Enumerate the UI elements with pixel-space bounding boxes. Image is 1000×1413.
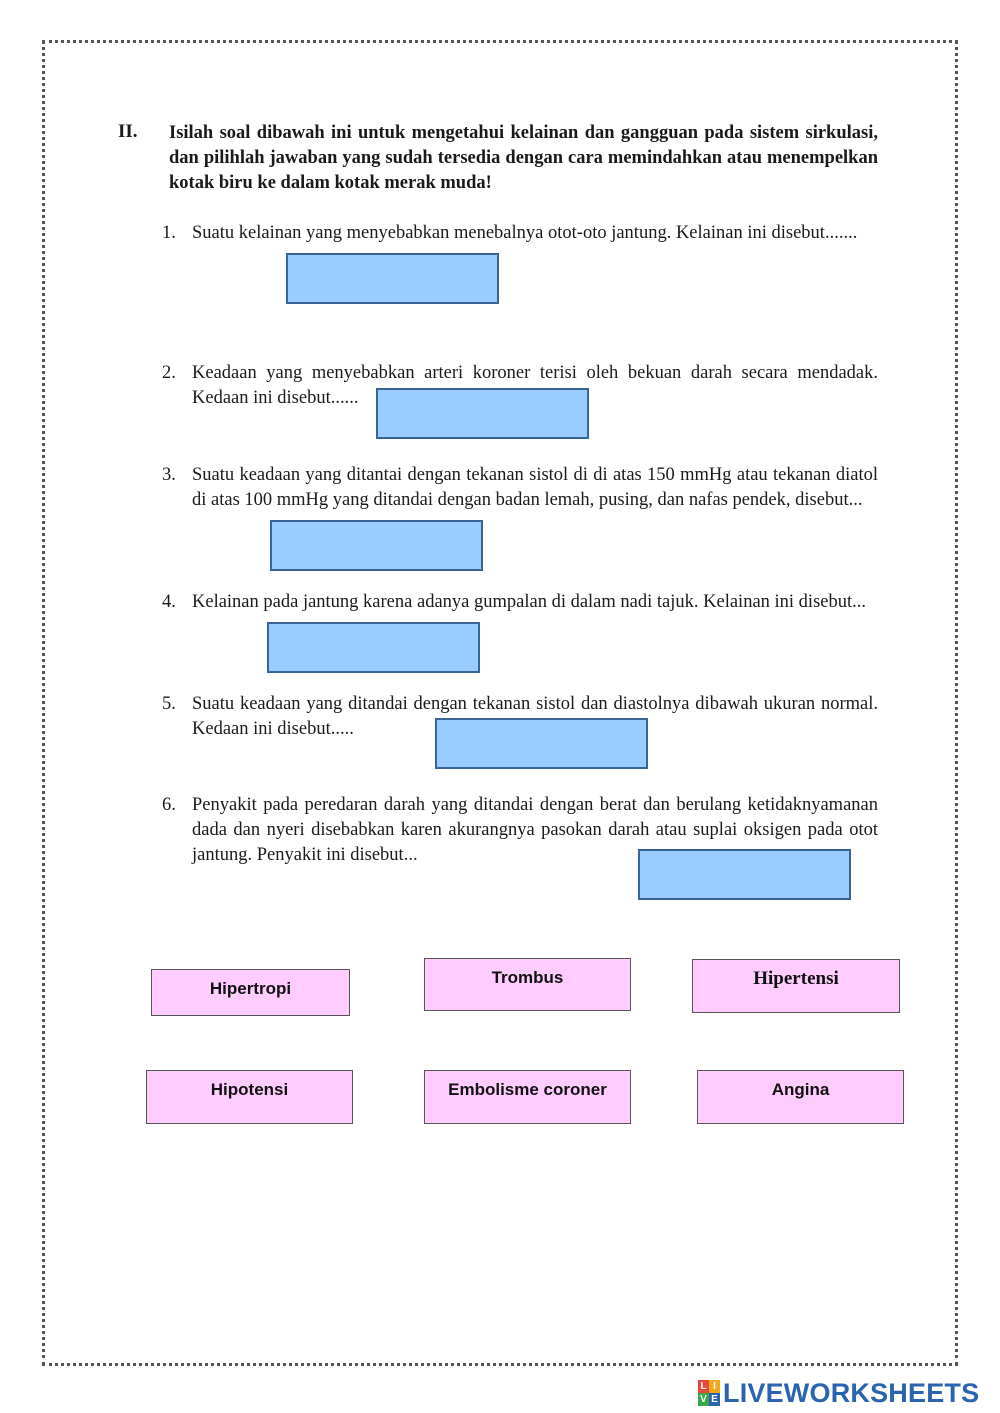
option-hipotensi[interactable]: Hipotensi bbox=[146, 1070, 353, 1124]
question-text: Suatu keadaan yang ditandai dengan tekanan sistol dan diastolnya dibawah ukuran normal. Kedaan ini disebut..... bbox=[192, 694, 878, 739]
brand-text: LIVEWORKSHEETS bbox=[723, 1377, 980, 1408]
option-embolisme-coroner[interactable]: Embolisme coroner bbox=[424, 1070, 631, 1124]
option-angina[interactable]: Angina bbox=[697, 1070, 904, 1124]
option-trombus[interactable]: Trombus bbox=[424, 958, 631, 1011]
question-number: 6. bbox=[162, 795, 176, 815]
question-text: Suatu kelainan yang menyebabkan menebalnya otot-oto jantung. Kelainan ini disebut....... bbox=[192, 223, 858, 243]
question-text: Kelainan pada jantung karena adanya gumpalan di dalam nadi tajuk. Kelainan ini disebut... bbox=[192, 592, 866, 612]
logo-mark-icon: L I V E bbox=[698, 1380, 720, 1406]
answer-slot-3[interactable] bbox=[270, 520, 483, 571]
option-hipertropi[interactable]: Hipertropi bbox=[151, 969, 350, 1016]
answer-slot-5[interactable] bbox=[435, 718, 648, 769]
question-text: Suatu keadaan yang ditantai dengan tekanan sistol di di atas 150 mmHg atau tekanan diatol di atas 100 mmHg yang ditandai dengan badan lemah, pusing, dan nafas pendek, disebut... bbox=[192, 465, 878, 510]
section-number: II. bbox=[118, 121, 138, 142]
option-hipertensi[interactable]: Hipertensi bbox=[692, 959, 900, 1013]
answer-slot-2[interactable] bbox=[376, 388, 589, 439]
question-number: 3. bbox=[162, 465, 176, 485]
question-number: 2. bbox=[162, 363, 176, 383]
answer-slot-6[interactable] bbox=[638, 849, 851, 900]
question-1 bbox=[162, 221, 878, 246]
question-number: 4. bbox=[162, 592, 176, 612]
answer-slot-4[interactable] bbox=[267, 622, 480, 673]
instruction-text: Isilah soal dibawah ini untuk mengetahui kelainan dan gangguan pada sistem sirkulasi, dan pilihlah jawaban yang sudah tersedia dengan cara memindahkan atau menempelkan kotak biru ke dalam kotak merak muda! bbox=[169, 123, 878, 193]
question-4 bbox=[162, 590, 878, 615]
answer-slot-1[interactable] bbox=[286, 253, 499, 304]
question-text: Penyakit pada peredaran darah yang ditandai dengan berat dan berulang ketidaknyamanan dada dan nyeri disebabkan karen akurangnya pasokan darah atau suplai oksigen pada otot jantung. Penyakit ini disebut... bbox=[192, 795, 878, 865]
liveworksheets-logo bbox=[698, 1376, 979, 1410]
question-3 bbox=[162, 463, 878, 513]
question-number: 1. bbox=[162, 223, 176, 243]
question-text: Keadaan yang menyebabkan arteri koroner terisi oleh bekuan darah secara mendadak. Kedaan ini disebut...... bbox=[192, 363, 878, 408]
question-number: 5. bbox=[162, 694, 176, 714]
